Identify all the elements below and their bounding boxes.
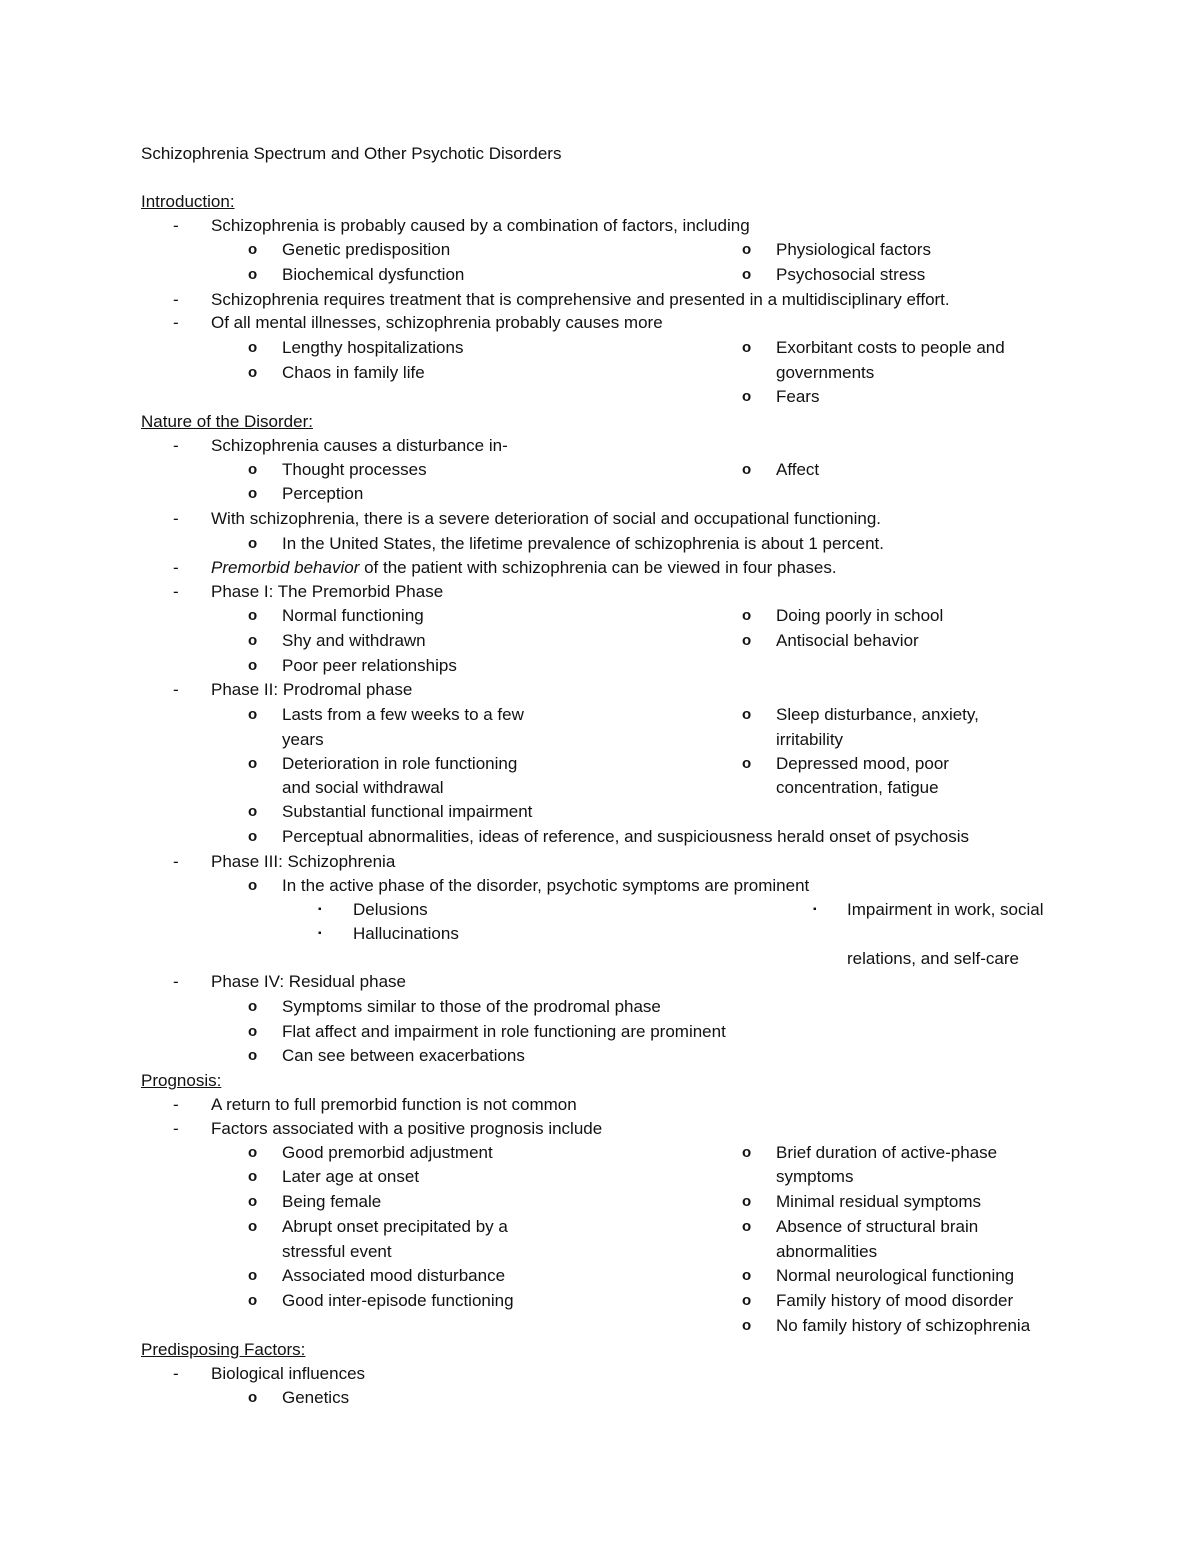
list-item-continuation: governments [776, 363, 875, 382]
list-item: Brief duration of active-phase [776, 1143, 998, 1162]
list-item: Shy and withdrawn [282, 631, 426, 650]
list-item: Associated mood disturbance [282, 1266, 506, 1285]
bullet-o: o [248, 535, 258, 552]
list-item: In the United States, the lifetime prevalence of schizophrenia is about 1 percent. [282, 534, 884, 553]
bullet-o: o [248, 266, 258, 283]
bullet-o: o [742, 388, 752, 405]
bullet-o: o [248, 706, 258, 723]
list-item: Normal functioning [282, 606, 424, 625]
list-item: Affect [776, 460, 820, 479]
bullet-text: Schizophrenia requires treatment that is comprehensive and presented in a multidisciplinary effort. [211, 290, 950, 309]
document-title: Schizophrenia Spectrum and Other Psychotic Disorders [141, 144, 562, 163]
bullet-o: o [248, 364, 258, 381]
bullet-o: o [248, 1168, 258, 1185]
bullet-square: ▪ [813, 904, 817, 915]
bullet-o: o [248, 1193, 258, 1210]
bullet-o: o [742, 1317, 752, 1334]
bullet-o: o [248, 877, 258, 894]
phase-heading: Phase III: Schizophrenia [211, 852, 396, 871]
list-item: Perceptual abnormalities, ideas of reference, and suspiciousness herald onset of psychosis [282, 827, 969, 846]
list-item: Perception [282, 484, 364, 503]
bullet-o: o [248, 1144, 258, 1161]
list-item: Antisocial behavior [776, 631, 919, 650]
bullet-text: Of all mental illnesses, schizophrenia probably causes more [211, 313, 663, 332]
bullet-square: ▪ [318, 928, 322, 939]
bullet-text: Factors associated with a positive prognosis include [211, 1119, 603, 1138]
bullet-o: o [248, 461, 258, 478]
bullet-text [211, 556, 837, 580]
bullet-o: o [248, 1267, 258, 1284]
bullet-o: o [248, 632, 258, 649]
phase-heading: Phase IV: Residual phase [211, 972, 406, 991]
bullet-o: o [248, 339, 258, 356]
bullet-dash: - [173, 972, 179, 991]
bullet-o: o [248, 657, 258, 674]
bullet-o: o [742, 1144, 752, 1161]
phase-heading: Phase I: The Premorbid Phase [211, 582, 444, 601]
list-item: In the active phase of the disorder, psychotic symptoms are prominent [282, 876, 810, 895]
bullet-dash: - [173, 680, 179, 699]
list-item: Genetics [282, 1388, 350, 1407]
bullet-o: o [248, 755, 258, 772]
bullet-square: ▪ [318, 904, 322, 915]
section-heading-introduction: Introduction: [141, 192, 235, 211]
bullet-text: Schizophrenia causes a disturbance in- [211, 436, 508, 455]
bullet-dash: - [173, 852, 179, 871]
bullet-o: o [248, 803, 258, 820]
bullet-o: o [742, 1193, 752, 1210]
list-item: Family history of mood disorder [776, 1291, 1014, 1310]
section-heading-nature: Nature of the Disorder: [141, 412, 313, 431]
bullet-dash: - [173, 436, 179, 455]
list-item-continuation: symptoms [776, 1167, 854, 1186]
list-item-continuation: stressful event [282, 1242, 392, 1261]
bullet-o: o [248, 1292, 258, 1309]
bullet-o: o [248, 607, 258, 624]
bullet-o: o [742, 339, 752, 356]
bullet-o: o [742, 266, 752, 283]
list-item: Psychosocial stress [776, 265, 926, 284]
bullet-o: o [248, 828, 258, 845]
bullet-dash: - [173, 509, 179, 528]
list-item: Can see between exacerbations [282, 1046, 525, 1065]
bullet-o: o [742, 461, 752, 478]
list-item: Biochemical dysfunction [282, 265, 465, 284]
list-item: Impairment in work, social [847, 900, 1044, 919]
list-item: Delusions [353, 900, 428, 919]
list-item: Exorbitant costs to people and [776, 338, 1005, 357]
list-item: No family history of schizophrenia [776, 1316, 1031, 1335]
bullet-text: Biological influences [211, 1364, 366, 1383]
list-item-continuation: relations, and self-care [847, 949, 1019, 968]
bullet-o: o [248, 1023, 258, 1040]
list-item-continuation: irritability [776, 730, 844, 749]
bullet-o: o [742, 1292, 752, 1309]
bullet-o: o [248, 1047, 258, 1064]
bullet-text: Schizophrenia is probably caused by a combination of factors, including [211, 216, 750, 235]
list-item: Good inter-episode functioning [282, 1291, 514, 1310]
list-item: Genetic predisposition [282, 240, 451, 259]
list-item: Poor peer relationships [282, 656, 457, 675]
bullet-dash: - [173, 1364, 179, 1383]
bullet-o: o [248, 1389, 258, 1406]
bullet-text-rest: of the patient with schizophrenia can be viewed in four phases. [359, 558, 837, 577]
bullet-dash: - [173, 582, 179, 601]
list-item: Lengthy hospitalizations [282, 338, 464, 357]
list-item: Depressed mood, poor [776, 754, 949, 773]
list-item: Sleep disturbance, anxiety, [776, 705, 979, 724]
list-item: Lasts from a few weeks to a few [282, 705, 524, 724]
bullet-dash: - [173, 216, 179, 235]
bullet-o: o [248, 241, 258, 258]
bullet-dash: - [173, 313, 179, 332]
list-item: Physiological factors [776, 240, 931, 259]
list-item: Absence of structural brain [776, 1217, 979, 1236]
bullet-dash: - [173, 1095, 179, 1114]
emphasis-term: Premorbid behavior [211, 558, 360, 577]
bullet-dash: - [173, 558, 179, 577]
bullet-dash: - [173, 1119, 179, 1138]
bullet-o: o [742, 706, 752, 723]
bullet-o: o [742, 1218, 752, 1235]
bullet-o: o [742, 755, 752, 772]
list-item: Good premorbid adjustment [282, 1143, 493, 1162]
list-item: Abrupt onset precipitated by a [282, 1217, 508, 1236]
bullet-o: o [248, 1218, 258, 1235]
phase-heading: Phase II: Prodromal phase [211, 680, 413, 699]
bullet-o: o [248, 998, 258, 1015]
bullet-o: o [742, 632, 752, 649]
section-heading-prognosis: Prognosis: [141, 1071, 222, 1090]
list-item-continuation: and social withdrawal [282, 778, 444, 797]
list-item-continuation: years [282, 730, 324, 749]
list-item: Hallucinations [353, 924, 459, 943]
list-item: Symptoms similar to those of the prodromal phase [282, 997, 661, 1016]
list-item-continuation: concentration, fatigue [776, 778, 939, 797]
section-heading-predisposing: Predisposing Factors: [141, 1340, 306, 1359]
list-item: Deterioration in role functioning [282, 754, 518, 773]
list-item: Flat affect and impairment in role functioning are prominent [282, 1022, 726, 1041]
list-item: Substantial functional impairment [282, 802, 533, 821]
list-item: Normal neurological functioning [776, 1266, 1015, 1285]
bullet-o: o [248, 485, 258, 502]
list-item: Fears [776, 387, 820, 406]
list-item-continuation: abnormalities [776, 1242, 878, 1261]
list-item: Doing poorly in school [776, 606, 944, 625]
list-item: Thought processes [282, 460, 427, 479]
list-item: Minimal residual symptoms [776, 1192, 981, 1211]
list-item: Chaos in family life [282, 363, 425, 382]
bullet-o: o [742, 241, 752, 258]
bullet-o: o [742, 1267, 752, 1284]
bullet-text: A return to full premorbid function is not common [211, 1095, 577, 1114]
list-item: Being female [282, 1192, 382, 1211]
bullet-dash: - [173, 290, 179, 309]
bullet-o: o [742, 607, 752, 624]
bullet-text: With schizophrenia, there is a severe deterioration of social and occupational functioning. [211, 509, 881, 528]
list-item: Later age at onset [282, 1167, 420, 1186]
